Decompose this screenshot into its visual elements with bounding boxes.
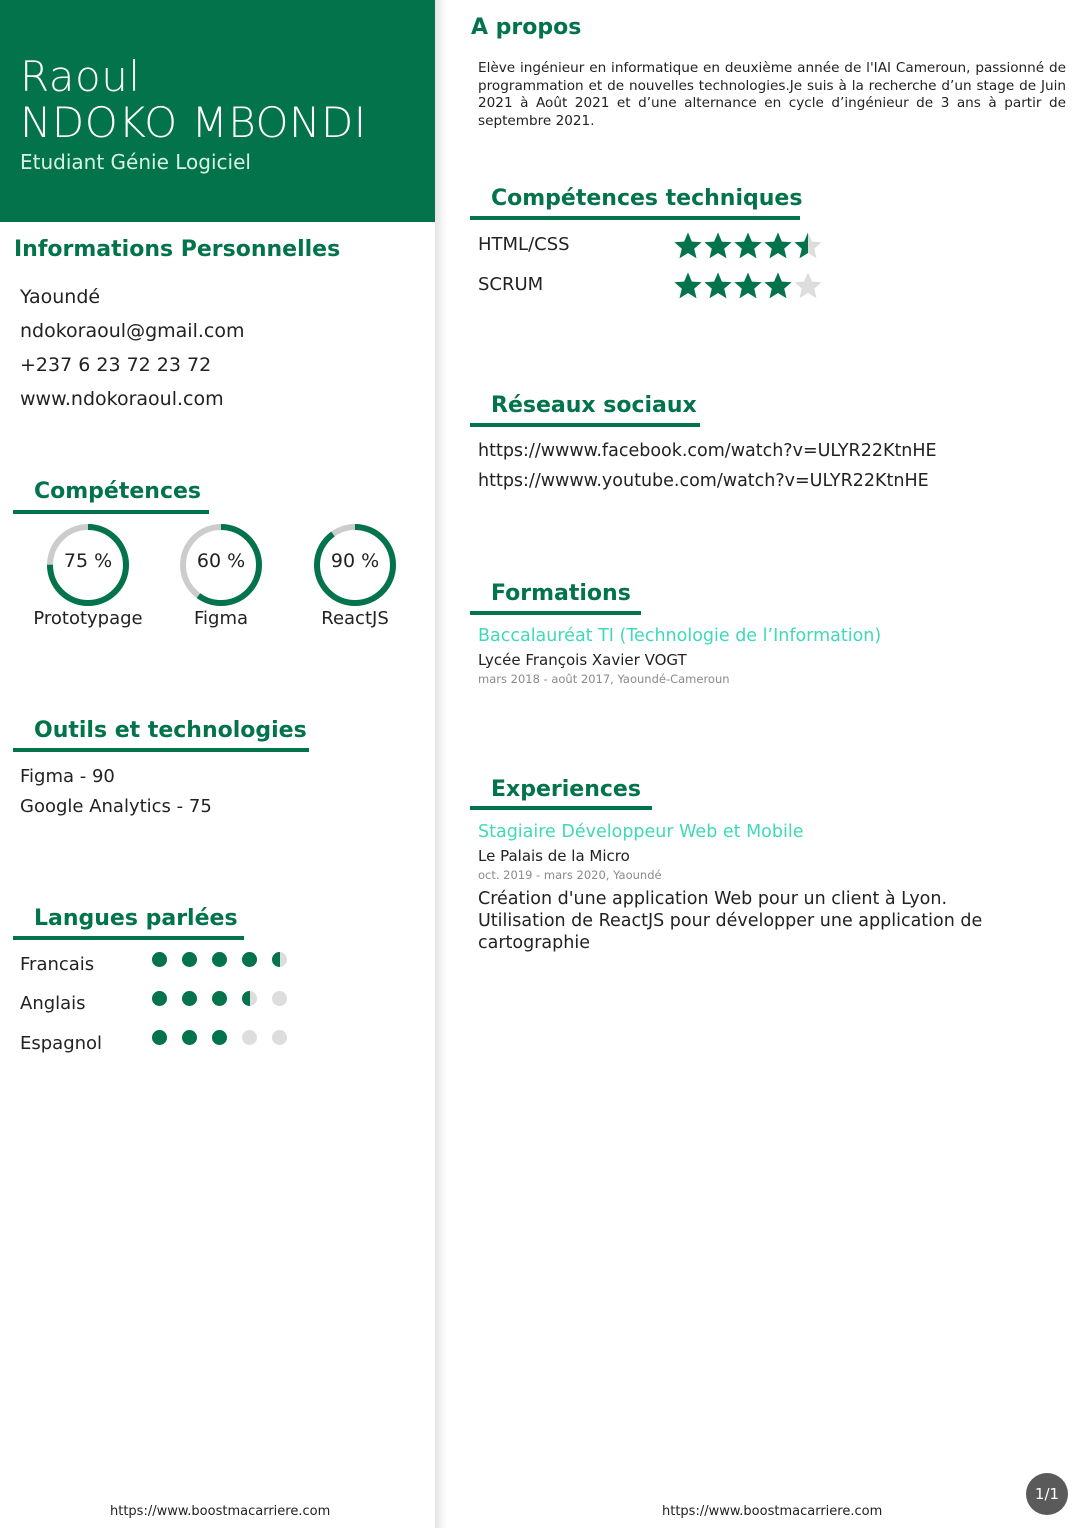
social-underline xyxy=(470,423,700,427)
experience-meta: oct. 2019 - mars 2020, Yaoundé xyxy=(478,868,662,882)
skill-gauge xyxy=(179,523,263,607)
star-icon xyxy=(733,271,763,301)
experience-heading: Experiences xyxy=(491,777,641,802)
level-dot-icon xyxy=(182,1030,197,1045)
column-divider xyxy=(435,0,447,1528)
language-name: Francais xyxy=(20,954,95,975)
education-school: Lycée François Xavier VOGT xyxy=(478,651,687,669)
info-phone: +237 6 23 72 23 72 xyxy=(20,354,212,376)
skill-label: Prototypage xyxy=(33,608,143,629)
skill-value: 90 % xyxy=(330,550,380,572)
education-underline xyxy=(470,611,641,615)
footer-url-left[interactable]: https://www.boostmacarriere.com xyxy=(110,1504,331,1519)
skill-label: Figma xyxy=(193,608,249,629)
level-dot-icon xyxy=(152,952,167,967)
star-icon xyxy=(793,231,823,261)
level-dot-icon xyxy=(272,952,287,967)
star-icon xyxy=(733,231,763,261)
level-dot-icon xyxy=(152,991,167,1006)
star-icon xyxy=(793,271,823,301)
info-website[interactable]: www.ndokoraoul.com xyxy=(20,388,224,410)
star-icon xyxy=(703,231,733,261)
job-title: Etudiant Génie Logiciel xyxy=(20,150,251,174)
level-dot-icon xyxy=(242,1030,257,1045)
languages-underline xyxy=(13,936,244,940)
education-heading: Formations xyxy=(491,581,631,606)
education-meta: mars 2018 - août 2017, Yaoundé-Cameroun xyxy=(478,672,730,686)
star-icon xyxy=(763,271,793,301)
tech-skills-underline xyxy=(470,216,800,220)
social-heading: Réseaux sociaux xyxy=(491,393,697,418)
page-number-badge: 1/1 xyxy=(1026,1473,1068,1515)
languages-heading: Langues parlées xyxy=(34,906,238,931)
level-dot-icon xyxy=(272,991,287,1006)
skill-value: 75 % xyxy=(63,550,113,572)
experience-underline xyxy=(470,806,652,810)
level-dot-icon xyxy=(152,1030,167,1045)
experience-company: Le Palais de la Micro xyxy=(478,847,630,865)
tech-skill-rating xyxy=(673,271,833,301)
first-name: Raoul xyxy=(20,52,141,101)
tools-underline xyxy=(13,748,309,752)
about-text: Elève ingénieur en informatique en deuxième année de l'IAI Cameroun, passionné de programmation et de nouvelles technologies.Je suis à la recherche d’un stage de Juin 2021 à Août 2021 et d’une alternance en cycle d’ingénieur de 3 ans à partir de septembre 2021. xyxy=(478,60,1066,129)
about-heading: A propos xyxy=(471,15,582,40)
tool-item: Figma - 90 xyxy=(20,766,115,787)
footer-url-right[interactable]: https://www.boostmacarriere.com xyxy=(662,1504,883,1519)
social-link-youtube[interactable]: https://wwww.youtube.com/watch?v=ULYR22KtnHE xyxy=(478,471,929,491)
experience-description: Création d'une application Web pour un client à Lyon. Utilisation de ReactJS pour développer une application de cartographie xyxy=(478,889,983,953)
tools-heading: Outils et technologies xyxy=(34,718,307,743)
left-column xyxy=(0,0,435,1528)
tech-skill-name: HTML/CSS xyxy=(478,234,570,255)
skill-gauge xyxy=(313,523,397,607)
tool-item: Google Analytics - 75 xyxy=(20,796,212,817)
skills-heading: Compétences xyxy=(34,479,202,504)
skill-value: 60 % xyxy=(196,550,246,572)
language-level xyxy=(152,1030,302,1048)
tech-skill-name: SCRUM xyxy=(478,274,544,295)
level-dot-icon xyxy=(242,991,257,1006)
language-name: Anglais xyxy=(20,993,86,1014)
experience-title: Stagiaire Développeur Web et Mobile xyxy=(478,822,804,842)
skill-label: ReactJS xyxy=(321,608,389,629)
level-dot-icon xyxy=(182,991,197,1006)
level-dot-icon xyxy=(272,1030,287,1045)
info-city: Yaoundé xyxy=(20,286,101,308)
info-email[interactable]: ndokoraoul@gmail.com xyxy=(20,320,245,342)
star-icon xyxy=(673,271,703,301)
language-name: Espagnol xyxy=(20,1033,103,1054)
star-icon xyxy=(763,231,793,261)
language-level xyxy=(152,952,302,970)
level-dot-icon xyxy=(212,1030,227,1045)
level-dot-icon xyxy=(212,952,227,967)
star-icon xyxy=(703,271,733,301)
level-dot-icon xyxy=(182,952,197,967)
header-block xyxy=(0,0,435,222)
education-title: Baccalauréat TI (Technologie de l’Information) xyxy=(478,626,882,646)
personal-info-heading: Informations Personnelles xyxy=(14,237,341,262)
social-link-facebook[interactable]: https://wwww.facebook.com/watch?v=ULYR22KtnHE xyxy=(478,441,937,461)
level-dot-icon xyxy=(212,991,227,1006)
level-dot-icon xyxy=(242,952,257,967)
last-name: NDOKO MBONDI xyxy=(20,98,367,147)
skills-underline xyxy=(13,510,209,514)
tech-skill-rating xyxy=(673,231,833,261)
skill-gauge xyxy=(46,523,130,607)
right-column xyxy=(435,0,1080,1528)
tech-skills-heading: Compétences techniques xyxy=(491,186,803,211)
language-level xyxy=(152,991,302,1009)
star-icon xyxy=(673,231,703,261)
